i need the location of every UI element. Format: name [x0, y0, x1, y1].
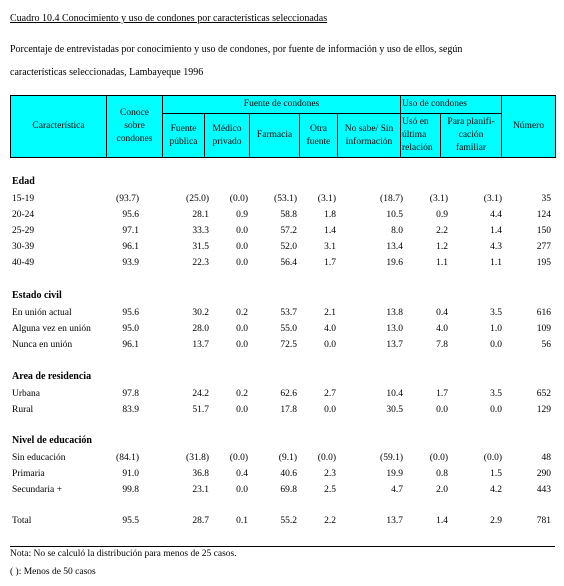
- header-no-sabe: [338, 114, 401, 158]
- row-label: Sin educación: [12, 453, 66, 463]
- header-para-planif-l3: familiar: [455, 143, 487, 153]
- table-title: Cuadro 10.4 Conocimiento y uso de condones por características seleccionadas: [10, 13, 328, 24]
- row-value: (3.1): [317, 194, 336, 204]
- row-label: Nunca en unión: [12, 340, 73, 350]
- table-row: [10, 306, 555, 320]
- header-no-sabe-l1: No sabe/ Sin: [344, 123, 394, 134]
- row-value: 36.8: [192, 469, 209, 479]
- table-row: [10, 387, 555, 401]
- row-value: 96.1: [122, 242, 139, 252]
- row-value: 30.5: [386, 405, 403, 415]
- row-value: 48: [541, 453, 551, 463]
- row-value: (25.0): [186, 194, 209, 204]
- row-value: 13.0: [386, 324, 403, 334]
- row-value: 0.2: [236, 308, 248, 318]
- row-value: 83.9: [122, 405, 139, 415]
- row-value: (59.1): [380, 453, 403, 463]
- subtitle-line-1: Porcentaje de entrevistadas por conocimiento y uso de condones, por fuente de información y uso de ellos, según: [10, 44, 463, 55]
- row-label: 15-19: [12, 194, 35, 204]
- row-value: 781: [536, 516, 551, 526]
- row-label: 25-29: [12, 226, 35, 236]
- table-row: [10, 338, 555, 352]
- table-row: [10, 224, 555, 238]
- header-fuente-publica-l1: Fuente: [170, 123, 197, 134]
- row-value: 0.0: [236, 324, 248, 334]
- row-label: Urbana: [12, 389, 40, 399]
- row-value: 0.9: [236, 210, 248, 220]
- row-value: 28.1: [192, 210, 209, 220]
- row-value: 1.7: [324, 258, 336, 268]
- row-value: 57.2: [280, 226, 297, 236]
- row-value: 4.0: [436, 324, 448, 334]
- row-value: (0.0): [317, 453, 336, 463]
- row-value: 93.9: [122, 258, 139, 268]
- row-value: (0.0): [229, 194, 248, 204]
- row-value: 33.3: [192, 226, 209, 236]
- row-label: Primaria: [12, 469, 45, 479]
- row-value: 109: [536, 324, 551, 334]
- table-row: [10, 256, 555, 270]
- row-value: 99.8: [122, 485, 139, 495]
- row-value: 1.0: [490, 324, 502, 334]
- table-row: [10, 240, 555, 254]
- row-value: 22.3: [192, 258, 209, 268]
- row-value: 1.7: [436, 389, 448, 399]
- note-line-1: Nota: No se calculó la distribución para menos de 25 casos.: [10, 549, 237, 559]
- row-label: En unión actual: [12, 308, 72, 318]
- row-value: (53.1): [274, 194, 297, 204]
- row-value: 2.3: [324, 469, 336, 479]
- row-value: 91.0: [122, 469, 139, 479]
- row-value: 0.0: [436, 405, 448, 415]
- row-value: 95.0: [122, 324, 139, 334]
- header-fuente-publica: [163, 114, 205, 158]
- row-value: 13.7: [386, 516, 403, 526]
- row-value: 28.7: [192, 516, 209, 526]
- header-uso-ultima-l3: relación: [402, 143, 433, 153]
- row-value: 10.4: [386, 389, 403, 399]
- row-value: 56.4: [280, 258, 297, 268]
- row-value: 97.1: [122, 226, 139, 236]
- table-row: [10, 403, 555, 417]
- row-value: 150: [536, 226, 551, 236]
- row-value: (18.7): [380, 194, 403, 204]
- row-value: 0.0: [490, 405, 502, 415]
- header-uso-ultima-l1: Usó en: [402, 117, 429, 127]
- header-para-planif-l1: Para planifi-: [447, 117, 495, 127]
- row-value: 7.8: [436, 340, 448, 350]
- row-label: Total: [12, 516, 32, 526]
- row-value: 0.0: [490, 340, 502, 350]
- row-value: (0.0): [229, 453, 248, 463]
- row-value: 28.0: [192, 324, 209, 334]
- row-value: (84.1): [116, 453, 139, 463]
- row-value: 1.1: [436, 258, 448, 268]
- row-value: 4.3: [490, 242, 502, 252]
- row-value: 616: [536, 308, 551, 318]
- header-fuente-publica-l2: pública: [169, 136, 198, 147]
- header-uso-ultima-l2: última: [402, 130, 427, 140]
- table-row: [10, 208, 555, 222]
- row-value: 95.5: [122, 516, 139, 526]
- row-value: 2.1: [324, 308, 336, 318]
- row-value: 0.9: [436, 210, 448, 220]
- header-conoce: [107, 96, 163, 158]
- row-value: 2.0: [436, 485, 448, 495]
- row-value: (0.0): [483, 453, 502, 463]
- row-value: 1.5: [490, 469, 502, 479]
- row-value: 0.0: [236, 258, 248, 268]
- row-label: 40-49: [12, 258, 35, 268]
- table-header: [10, 95, 556, 158]
- row-value: 2.5: [324, 485, 336, 495]
- row-value: 31.5: [192, 242, 209, 252]
- header-uso-ultima: [401, 114, 441, 158]
- row-value: 55.0: [280, 324, 297, 334]
- row-value: (3.1): [429, 194, 448, 204]
- row-value: 0.0: [236, 226, 248, 236]
- row-value: 1.8: [324, 210, 336, 220]
- row-value: 51.7: [192, 405, 209, 415]
- row-value: 0.0: [236, 340, 248, 350]
- header-otra-fuente-l2: fuente: [306, 136, 331, 147]
- row-label: 20-24: [12, 210, 35, 220]
- header-medico-privado-l1: Médico: [212, 123, 242, 134]
- row-value: 4.4: [490, 210, 502, 220]
- note-line-2: ( ): Menos de 50 casos: [10, 567, 96, 577]
- row-value: 4.0: [324, 324, 336, 334]
- row-value: 52.0: [280, 242, 297, 252]
- row-value: 443: [536, 485, 551, 495]
- row-value: 19.6: [386, 258, 403, 268]
- row-value: (9.1): [278, 453, 297, 463]
- row-value: 290: [536, 469, 551, 479]
- row-value: (93.7): [116, 194, 139, 204]
- row-value: 0.4: [236, 469, 248, 479]
- row-value: 0.4: [436, 308, 448, 318]
- row-value: 2.2: [436, 226, 448, 236]
- subtitle-line-2: características seleccionadas, Lambayeque 1996: [10, 67, 204, 78]
- row-value: 124: [536, 210, 551, 220]
- row-value: 55.2: [280, 516, 297, 526]
- header-farmacia: Farmacia: [250, 114, 300, 158]
- row-value: 2.2: [324, 516, 336, 526]
- row-value: 1.1: [490, 258, 502, 268]
- row-value: 53.7: [280, 308, 297, 318]
- header-otra-fuente-l1: Otra: [310, 123, 327, 134]
- bottom-rule: [10, 546, 555, 547]
- row-value: 4.7: [391, 485, 403, 495]
- table-row: [10, 483, 555, 497]
- row-value: 2.9: [490, 516, 502, 526]
- row-value: 62.6: [280, 389, 297, 399]
- row-value: 195: [536, 258, 551, 268]
- header-conoce-l2: sobre: [124, 121, 145, 131]
- row-value: 10.5: [386, 210, 403, 220]
- row-value: 13.8: [386, 308, 403, 318]
- row-value: 4.2: [490, 485, 502, 495]
- header-numero: Número: [502, 96, 556, 158]
- row-value: 69.8: [280, 485, 297, 495]
- row-value: 19.9: [386, 469, 403, 479]
- row-value: 0.0: [236, 485, 248, 495]
- section-title: Edad: [12, 176, 35, 187]
- row-value: 0.1: [236, 516, 248, 526]
- header-uso-group: Uso de condones: [401, 96, 502, 114]
- row-label: Secundaria +: [12, 485, 62, 495]
- row-value: 72.5: [280, 340, 297, 350]
- table-row: [10, 451, 555, 465]
- row-value: 652: [536, 389, 551, 399]
- row-value: 97.8: [122, 389, 139, 399]
- row-value: 0.0: [236, 405, 248, 415]
- row-label: 30-39: [12, 242, 35, 252]
- row-value: 0.0: [324, 405, 336, 415]
- row-value: 17.8: [280, 405, 297, 415]
- header-medico-privado: [205, 114, 250, 158]
- row-value: 13.7: [386, 340, 403, 350]
- row-value: 1.4: [324, 226, 336, 236]
- row-value: 1.2: [436, 242, 448, 252]
- row-value: 35: [541, 194, 551, 204]
- row-value: 129: [536, 405, 551, 415]
- header-otra-fuente: [300, 114, 338, 158]
- header-no-sabe-l2: información: [345, 136, 393, 147]
- row-value: 0.0: [324, 340, 336, 350]
- header-conoce-l3: condones: [116, 134, 153, 144]
- row-value: 96.1: [122, 340, 139, 350]
- header-para-planif-l2: cación: [458, 130, 484, 140]
- table-row: [10, 322, 555, 336]
- row-value: 2.7: [324, 389, 336, 399]
- row-value: (31.8): [186, 453, 209, 463]
- row-value: 24.2: [192, 389, 209, 399]
- row-value: 3.5: [490, 308, 502, 318]
- row-label: Rural: [12, 405, 34, 415]
- row-value: 1.4: [490, 226, 502, 236]
- row-value: 95.6: [122, 308, 139, 318]
- row-value: 3.5: [490, 389, 502, 399]
- header-fuente-group: Fuente de condones: [163, 96, 401, 114]
- row-value: 58.8: [280, 210, 297, 220]
- header-conoce-l1: Conoce: [119, 108, 150, 118]
- row-value: 30.2: [192, 308, 209, 318]
- row-value: 277: [536, 242, 551, 252]
- row-value: 0.2: [236, 389, 248, 399]
- header-para-planif: [441, 114, 502, 158]
- row-label: Alguna vez en unión: [12, 324, 91, 334]
- header-medico-privado-l2: privado: [212, 136, 242, 147]
- section-title: Area de residencia: [12, 371, 92, 382]
- row-value: 0.8: [436, 469, 448, 479]
- table-row: [10, 192, 555, 206]
- row-value: 0.0: [236, 242, 248, 252]
- row-value: 3.1: [324, 242, 336, 252]
- row-value: 1.4: [436, 516, 448, 526]
- row-value: 13.4: [386, 242, 403, 252]
- row-value: (0.0): [429, 453, 448, 463]
- table-row: [10, 467, 555, 481]
- row-value: 56: [541, 340, 551, 350]
- row-value: 95.6: [122, 210, 139, 220]
- row-value: 8.0: [391, 226, 403, 236]
- row-value: (3.1): [483, 194, 502, 204]
- total-row: [10, 514, 555, 528]
- section-title: Estado civil: [12, 290, 62, 301]
- row-value: 23.1: [192, 485, 209, 495]
- section-title: Nivel de educación: [12, 435, 92, 446]
- header-caracteristica: Característica: [11, 96, 107, 158]
- row-value: 13.7: [192, 340, 209, 350]
- row-value: 40.6: [280, 469, 297, 479]
